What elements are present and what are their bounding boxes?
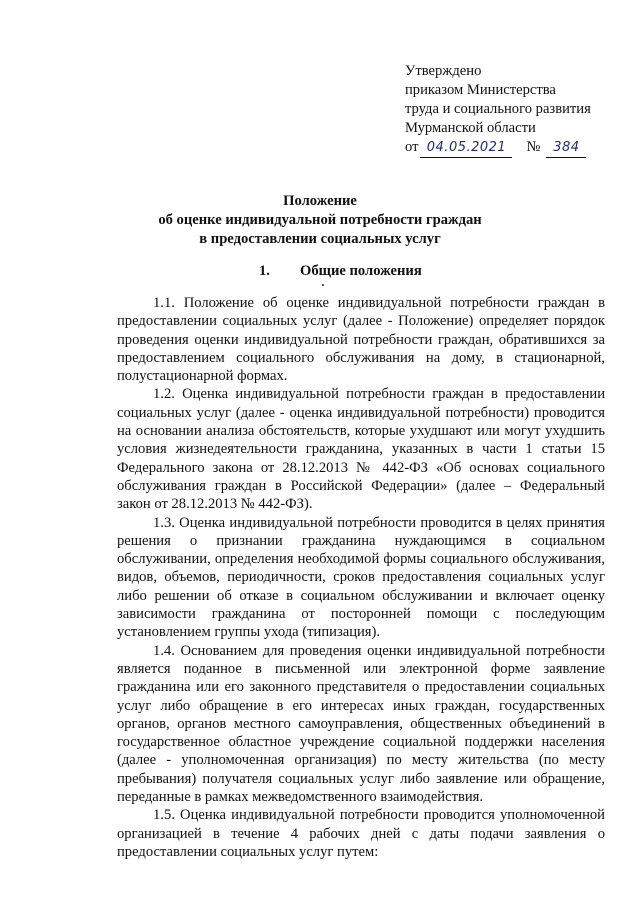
document-subtitle-line2: в предоставлении социальных услуг xyxy=(199,231,441,247)
approval-date-number-line xyxy=(405,138,630,157)
document-subtitle-line1: об оценке индивидуальной потребности граждан xyxy=(158,212,482,228)
paragraph-1-5: 1.5. Оценка индивидуальной потребности проводится уполномоченной организацией в течение 4 рабочих дней с даты подачи заявления о предоставлении социальных услуг путем: xyxy=(117,807,605,860)
number-sign: № xyxy=(526,139,541,155)
scan-dot-mark xyxy=(322,284,324,286)
paragraph-1-1: 1.1. Положение об оценке индивидуальной потребности граждан в предоставлении социальных услуг (далее - Положение) определяет порядок проведения оценки индивидуальной потребности граждан, обратившихся за предоставлением социального обслуживания на дому, в стационарной, полустационарной формах. xyxy=(117,295,605,385)
approval-line-ministry: труда и социального развития xyxy=(405,101,591,117)
approval-line-region: Мурманской области xyxy=(405,120,536,136)
document-body xyxy=(117,294,605,861)
approval-line-order: приказом Министерства xyxy=(405,82,556,98)
paragraph-1-4: 1.4. Основанием для проведения оценки индивидуальной потребности является поданное в письменной или электронной форме заявление гражданина или его законного представителя о предоставлении социальных услуг либо обращение в его интересах иных граждан, государственных органов, органов местного самоуправления, общественных объединений в государственное областное учреждение социальной поддержки населения (далее - уполномоченная организация) по месту жительства (по месту пребывания) получателя социальных услуг либо заявление или обращение, переданные в рамках межведомственного взаимодействия. xyxy=(117,642,605,806)
section-number: 1. xyxy=(259,263,270,279)
date-prefix: от xyxy=(405,139,419,155)
approval-line-approved: Утверждено xyxy=(405,63,482,79)
handwritten-date: 04.05.2021 xyxy=(420,138,512,158)
document-title: Положение xyxy=(283,193,357,209)
paragraph-1-3: 1.3. Оценка индивидуальной потребности проводится в целях принятия решения о признании гражданина нуждающимся в социальном обслуживании, определения необходимой формы социального обслуживания, видов, объемов, периодичности, сроков предоставления социальных услуг либо решении об отказе в социальном обслуживании и включает оценку зависимости гражданина от посторонней помощи с последующим установлением группы ухода (типизация). xyxy=(117,514,605,641)
approval-stamp-block xyxy=(405,62,630,157)
handwritten-number: 384 xyxy=(546,138,586,158)
section-name: Общие положения xyxy=(300,263,422,279)
paragraph-1-2: 1.2. Оценка индивидуальной потребности граждан в предоставлении социальных услуг (далее - оценка индивидуальной потребности) проводится на основании анализа обстоятельств, которые ухудшают или могут ухудшить условия жизнедеятельности гражданина, указанных в части 1 статьи 15 Федерального закона от 28.12.2013 № 442-ФЗ «Об основах социального обслуживания граждан в Российской Федерации» (далее – Федеральный закон от 28.12.2013 № 442-ФЗ). xyxy=(117,386,605,513)
